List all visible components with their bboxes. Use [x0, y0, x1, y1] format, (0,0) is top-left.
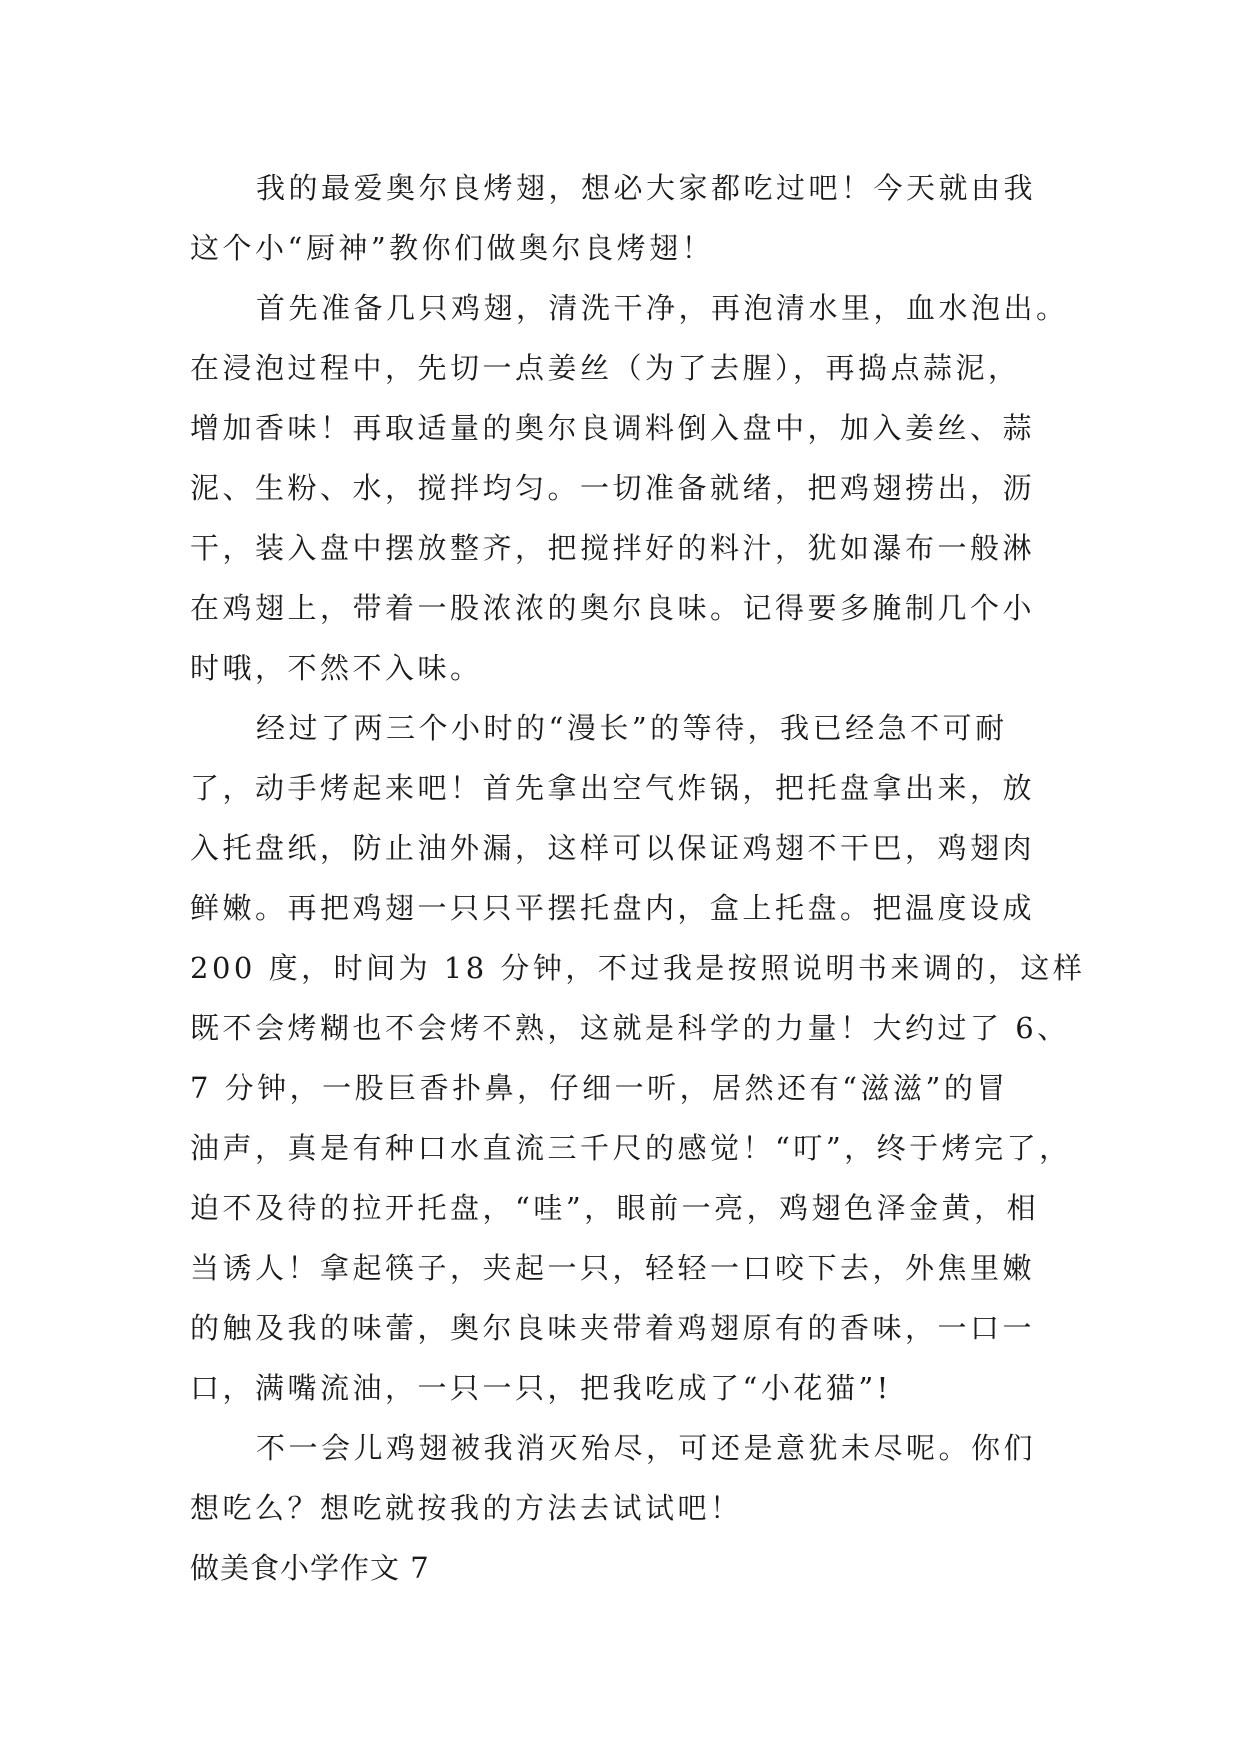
- text-line: 想吃么？想吃就按我的方法去试试吧！: [190, 1491, 743, 1525]
- text-line: 7 分钟，一股巨香扑鼻，仔细一听，居然还有“滋滋”的冒: [190, 1071, 1009, 1105]
- text-line: 当诱人！拿起筷子，夹起一只，轻轻一口咬下去，外焦里嫩: [190, 1251, 1036, 1285]
- text-line: 的触及我的味蕾，奥尔良味夹带着鸡翅原有的香味，一口一: [190, 1311, 1036, 1345]
- next-essay-heading: 做美食小学作文 7: [190, 1551, 430, 1585]
- text-line: 不一会儿鸡翅被我消灭殆尽，可还是意犹未尽呢。你们: [256, 1431, 1037, 1465]
- text-line: 迫不及待的拉开托盘，“哇”，眼前一亮，鸡翅色泽金黄，相: [190, 1191, 1040, 1225]
- text-line: 增加香味！再取适量的奥尔良调料倒入盘中，加入姜丝、蒜: [190, 411, 1036, 445]
- paragraph-conclusion: [190, 1418, 1050, 1538]
- text-line: 鲜嫩。再把鸡翅一只只平摆托盘内，盒上托盘。把温度设成: [190, 891, 1036, 925]
- text-line: 泥、生粉、水，搅拌均匀。一切准备就绪，把鸡翅捞出，沥: [190, 471, 1036, 505]
- text-line: 油声，真是有种口水直流三千尺的感觉！“叮”，终于烤完了，: [190, 1131, 1072, 1165]
- text-line: 首先准备几只鸡翅，清洗干净，再泡清水里，血水泡出。: [256, 291, 1069, 325]
- essay-body: [190, 158, 1086, 1598]
- text-line: 时哦，不然不入味。: [190, 651, 483, 685]
- text-line: 了，动手烤起来吧！首先拿出空气炸锅，把托盘拿出来，放: [190, 771, 1036, 805]
- text-line: 200 度，时间为 18 分钟，不过我是按照说明书来调的，这样: [190, 951, 1086, 985]
- text-line: 口，满嘴流油，一只一只，把我吃成了“小花猫”!: [190, 1371, 892, 1405]
- text-line: 干，装入盘中摆放整齐，把搅拌好的料汁，犹如瀑布一般淋: [190, 531, 1036, 565]
- text-line: 我的最爱奥尔良烤翅，想必大家都吃过吧！今天就由我: [256, 171, 1037, 205]
- text-line: 在浸泡过程中，先切一点姜丝（为了去腥），再捣点蒜泥，: [190, 351, 1021, 385]
- text-line: 在鸡翅上，带着一股浓浓的奥尔良味。记得要多腌制几个小: [190, 591, 1036, 625]
- paragraph-baking: [190, 698, 1086, 1418]
- text-line: 经过了两三个小时的“漫长”的等待，我已经急不可耐: [256, 711, 1008, 745]
- paragraph-intro: [190, 158, 1050, 278]
- text-line: 这个小“厨神”教你们做奥尔良烤翅！: [190, 231, 715, 265]
- text-line: 既不会烤糊也不会烤不熟，这就是科学的力量！大约过了 6、: [190, 1011, 1070, 1045]
- paragraph-preparation: [190, 278, 1069, 698]
- text-line: 入托盘纸，防止油外漏，这样可以保证鸡翅不干巴，鸡翅肉: [190, 831, 1036, 865]
